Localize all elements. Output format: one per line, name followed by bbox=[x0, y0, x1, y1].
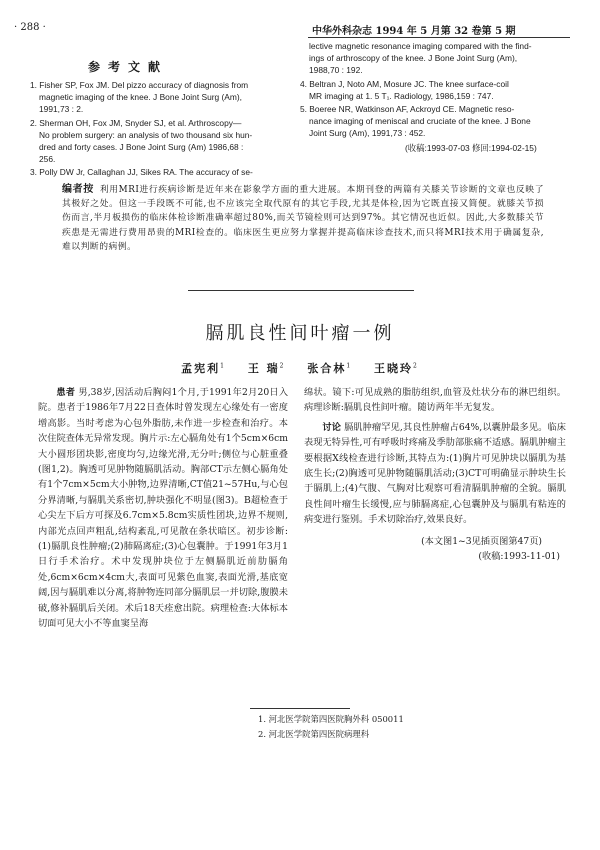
affiliations bbox=[258, 712, 404, 742]
author-list bbox=[0, 360, 600, 376]
editor-note bbox=[62, 183, 544, 254]
affiliation-2: 2. 河北医学院第四医院病理科 bbox=[258, 729, 370, 739]
footnote-rule bbox=[250, 708, 350, 709]
affiliation-1: 1. 河北医学院第四医院胸外科 050011 bbox=[258, 714, 404, 724]
references-heading: 参考文献 bbox=[88, 60, 169, 74]
header-rule bbox=[308, 37, 570, 38]
discussion bbox=[304, 420, 566, 528]
page-number: · 288 · bbox=[14, 22, 46, 33]
references-received-date: (收稿:1993-07-03 修回:1994-02-15) bbox=[405, 143, 537, 153]
reference-1: 1. Fisher SP, Fox JM. Del pizzo accuracy of diagnosis from magnetic imaging of the knee. J Bone Joint Surg (Am), 1991,73 : 2. bbox=[30, 80, 249, 115]
figures-note: (本文图1~3见插页图第47页) bbox=[421, 535, 542, 547]
case-text: 男,38岁,因活动后胸闷1个月,于1991年2月20日入院。患者于1986年7月22日查体时曾发现左心缘处有一密度增高影。当时考虑为心包外脂肪,未作进一步检查和治疗。本次住院查体无异常发现。胸片示:左心膈角处有1个5cm×6cm大小圆形团块影,密度均匀,边缘光滑,无分叶;侧位与心脏重叠(图1,2)。胸透可见肿物随膈肌活动。胸部CT示左侧心膈角处有1个7cm×5cm大小肿物,边界清晰,CT值21~57Hu,与心包分界清晰,与膈肌关系密切,肿块强化不明显(图3)。B超检查于心尖左下后方可探及6.7cm×5.8cm实质性团块,边界不规则,内部光点回声粗乱,结构紊乱,可见散在条状暗区。初步诊断:(1)膈肌良性肿瘤;(2)肺隔离症;(3)心包囊肿。于1991年3月1日行手术治疗。术中发现肿块位于左侧膈肌近前肋膈角处,6cm×6cm×4cm大,表面可见紫色血窦,表面光滑,基底宽阔,因与膈肌难以分离,将肿物连同部分膈肌层一并切除,腹膜未破,修补膈肌后关闭。术后18天痊愈出院。病理检查:大体标本切面可见大小不等血窦呈海 bbox=[38, 387, 289, 630]
author-4: 王晓玲$^2$ bbox=[374, 362, 419, 375]
author-3: 张合林$^1$ bbox=[307, 362, 353, 375]
discussion-label: 讨论 bbox=[322, 421, 342, 433]
article-right-column bbox=[304, 385, 566, 564]
editor-note-label: 编者按 bbox=[62, 184, 94, 195]
reference-3-continued: lective magnetic resonance imaging compared with the find- ings of arthroscopy of the knee. J Bone Joint Surg (Am), 1988,70 : 192. bbox=[309, 41, 532, 76]
article-received-date: (收稿:1993-11-01) bbox=[478, 551, 560, 563]
reference-2: 2. Sherman OH, Fox JM, Snyder SJ, et al. Arthroscopy— No problem surgery: an analysis of two thousand six hun- dred and forty cases. J Bone Joint Surg (Am) 1986,68 : 256. bbox=[30, 117, 253, 165]
reference-4: 4. Beltran J, Noto AM, Mosure JC. The knee surface-coil MR imaging at 1. 5 T₁. Radiology, 1986,159 : 747. bbox=[300, 78, 509, 101]
references-right-column bbox=[300, 40, 580, 141]
section-divider bbox=[188, 290, 414, 291]
reference-5: 5. Boeree NR, Watkinson AF, Ackroyd CE. Magnetic reso- nance imaging of meniscal and cruciate of the knee. J Bone Joint Surg (Am), 1991,73 : 452. bbox=[300, 104, 531, 139]
author-2: 王 瑞$^2$ bbox=[247, 362, 286, 375]
reference-3: 3. Polly DW Jr, Callaghan JJ, Sikes RA. The accuracy of se- bbox=[30, 167, 253, 178]
article-left-column bbox=[38, 385, 288, 632]
case-label: 患者 bbox=[56, 387, 76, 398]
editor-note-text: 利用MRI进行疾病诊断是近年来在影象学方面的重大进展。本期刊登的两篇有关膝关节诊断的文章也反映了其极好之处。但这一手段既不可能,也不应该完全取代原有的其它手段,尤其是体检,因为它既直接又简便。就膝关节损伤而言,半月板损伤的临床体检诊断准确率超过80%,而关节镜检则可达到97%。其它情况也近似。因此,大多数膝关节疾患是无需进行费用昂贵的MRI检查的。临床医生更应努力掌握并提高临床诊查技术,而只将MRI技术用于确属复杂,难以判断的病例。 bbox=[62, 185, 545, 252]
references-left-column bbox=[30, 79, 266, 180]
discussion-text: 膈肌肿瘤罕见,其良性肿瘤占64%,以囊肿最多见。临床表现无特异性,可有呼吸时疼痛及季肋部胀痛不适感。膈肌肿瘤主要根据X线检查进行诊断,其特点为:(1)胸片可见肿块以膈肌为基底生长;(2)胸透可见肿物随膈肌活动;(3)CT可明确显示肿块生长于膈肌上;(4)气腹、气胸对比观察可看清膈肌肿瘤的全貌。膈肌良性间叶瘤生长缓慢,应与肺膈离症,心包囊肿及与膈肌有粘连的病变进行鉴别。手术切除治疗,效果良好。 bbox=[304, 421, 566, 526]
article-title: 膈肌良性间叶瘤一例 bbox=[205, 323, 395, 344]
case-report bbox=[38, 385, 288, 632]
journal-header: 中华外科杂志 1994 年 5 月第 32 卷第 5 期 bbox=[312, 26, 516, 37]
author-1: 孟宪利$^1$ bbox=[181, 362, 226, 375]
pathology-continued: 绵状。镜下:可见成熟的脂肪组织,血管及灶状分布的淋巴组织。病理诊断:膈肌良性间叶瘤。随访两年半无复发。 bbox=[304, 387, 566, 414]
